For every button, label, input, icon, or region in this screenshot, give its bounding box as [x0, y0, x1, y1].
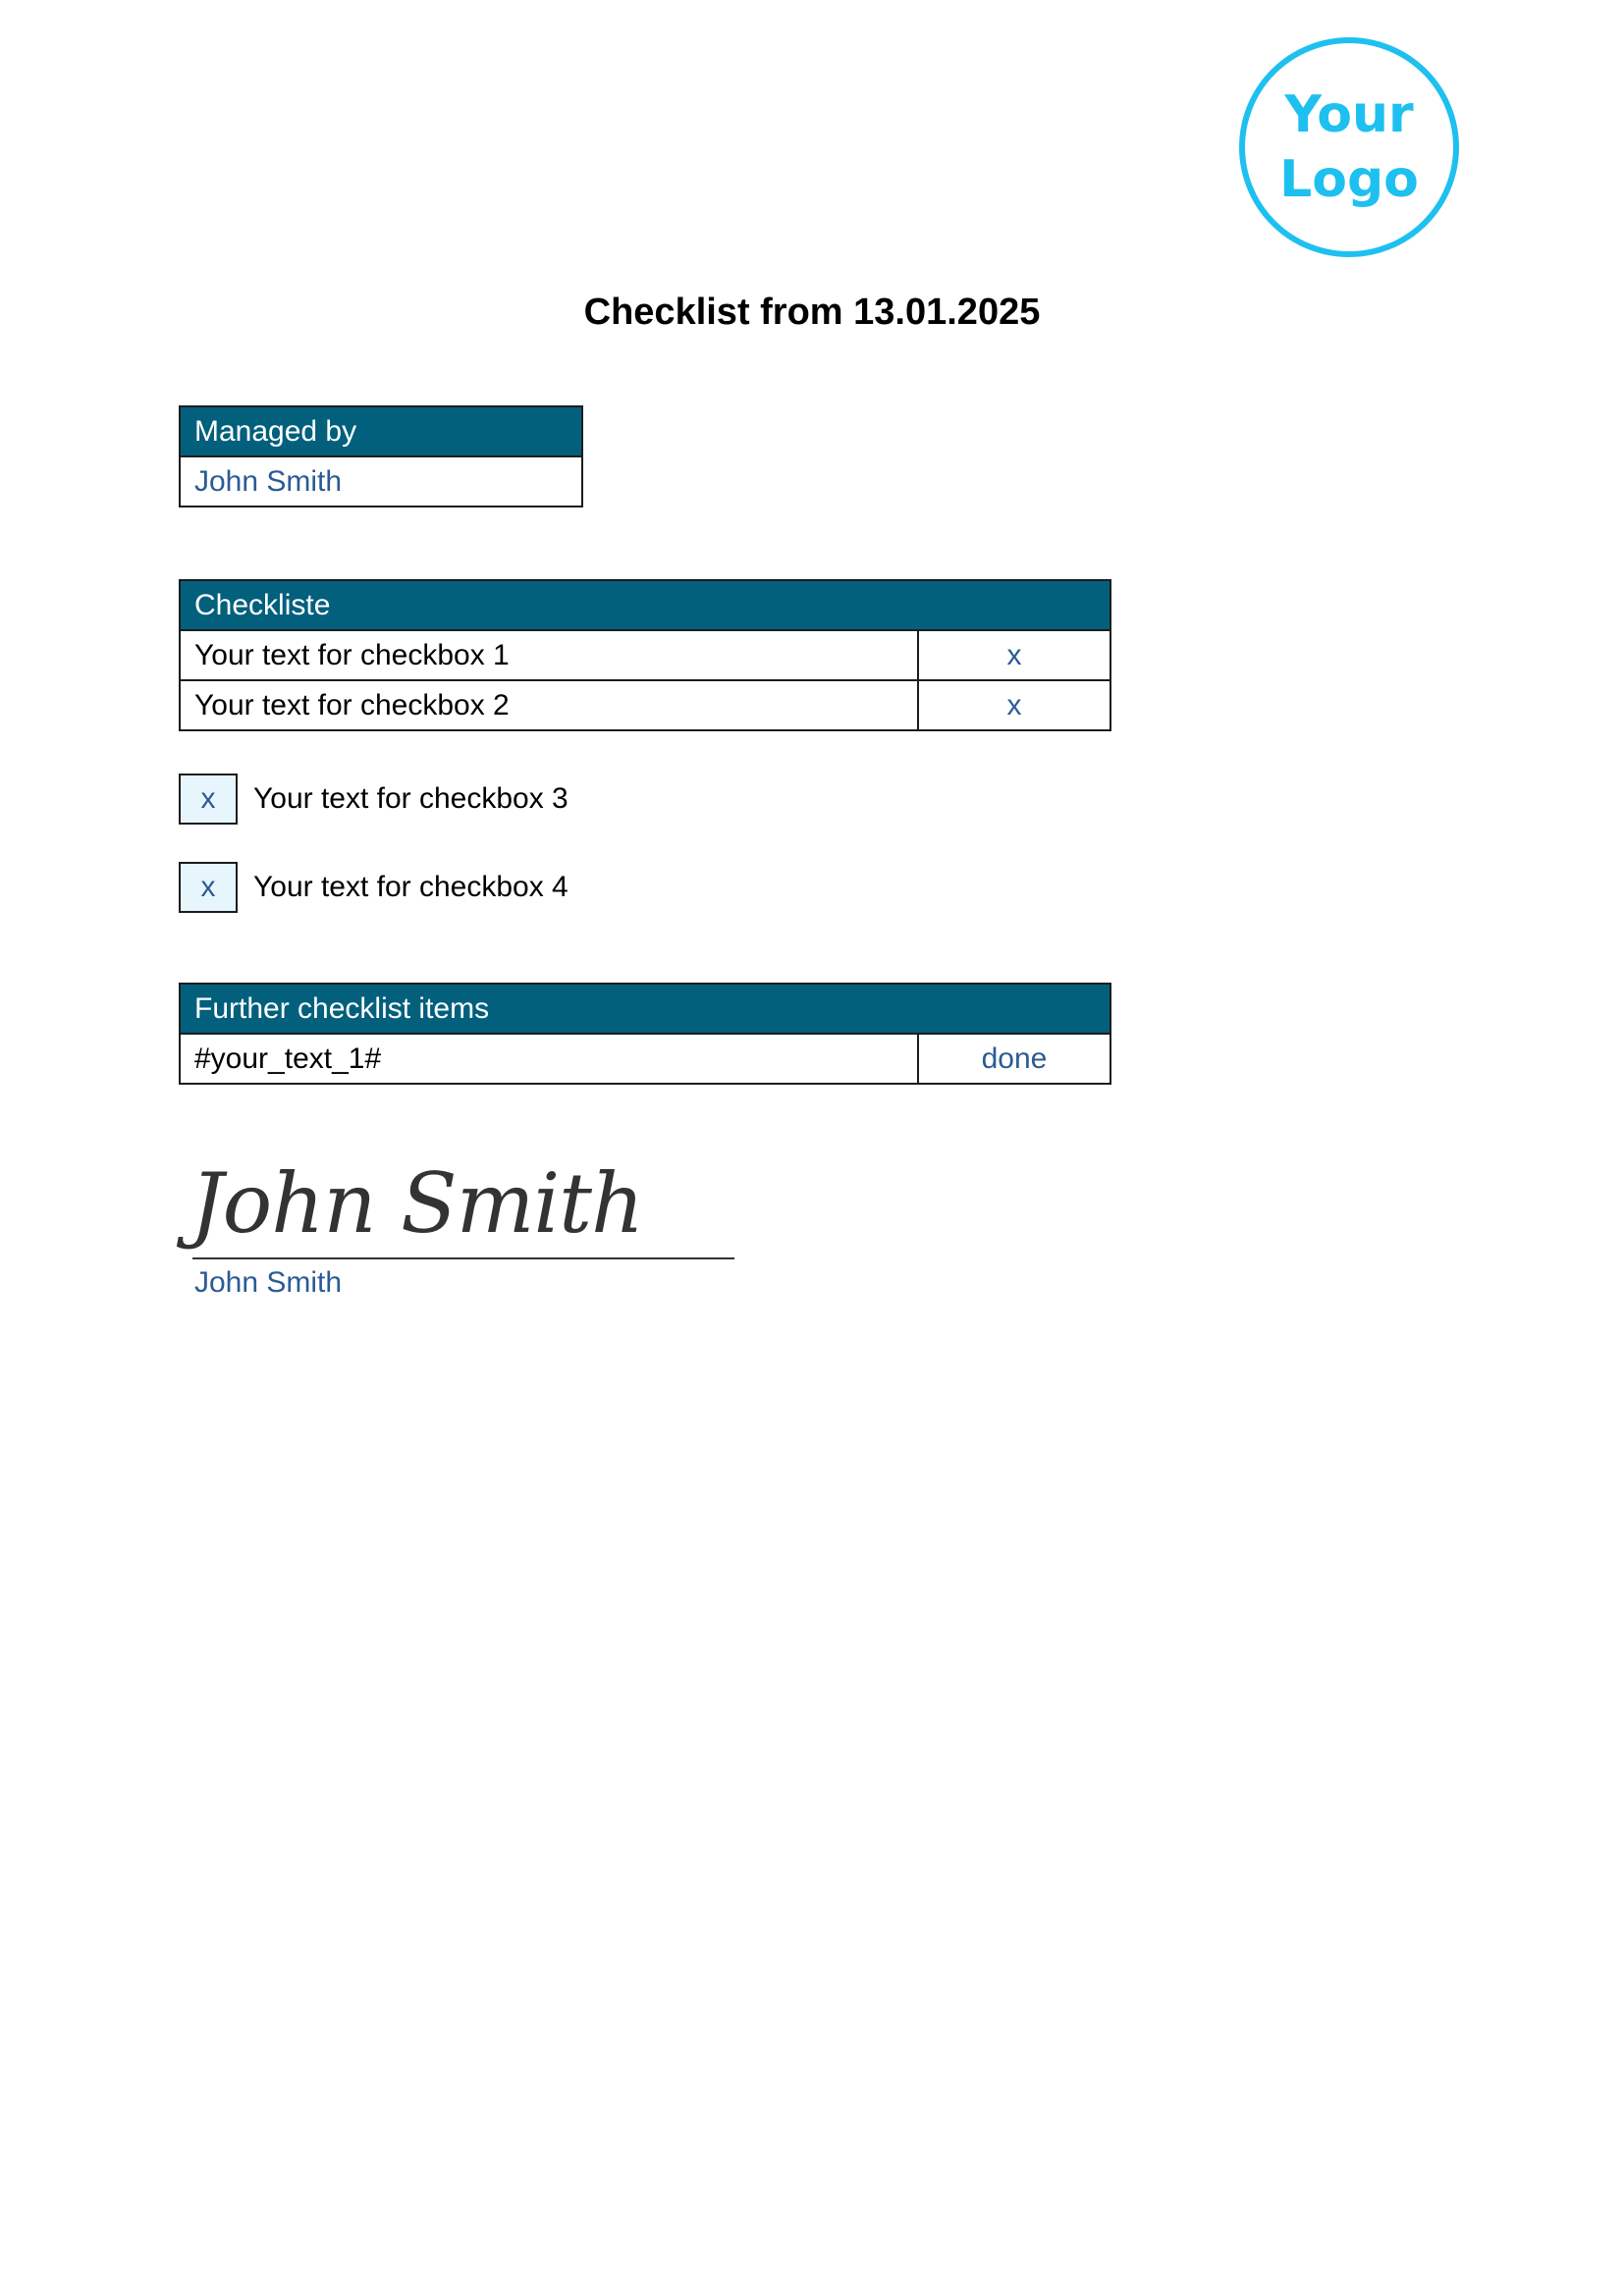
table-row [180, 1034, 1110, 1084]
managed-by-value: John Smith [180, 456, 582, 507]
checklist-item-mark[interactable]: x [918, 680, 1110, 730]
further-checklist-header: Further checklist items [180, 984, 1110, 1034]
checkbox[interactable]: x [179, 862, 238, 913]
managed-by-header: Managed by [180, 406, 582, 456]
checklist-item-mark[interactable]: x [918, 630, 1110, 680]
checklist-item-text: Your text for checkbox 1 [180, 630, 918, 680]
signature-image: John Smith [190, 1155, 644, 1252]
checklist-table [179, 579, 1111, 731]
logo-line-2: Logo [1279, 150, 1419, 209]
checkbox-label: Your text for checkbox 4 [253, 871, 568, 903]
checklist-header: Checkliste [180, 580, 1110, 630]
checkbox-row [179, 774, 568, 825]
checkbox-row [179, 862, 568, 913]
managed-by-table [179, 405, 583, 507]
table-row [180, 630, 1110, 680]
checklist-item-text: Your text for checkbox 2 [180, 680, 918, 730]
logo-line-1: Your [1284, 85, 1414, 144]
table-row [180, 680, 1110, 730]
company-logo [1239, 37, 1459, 257]
further-item-status[interactable]: done [918, 1034, 1110, 1084]
page-title: Checklist from 13.01.2025 [583, 292, 1041, 333]
signature-line [192, 1257, 734, 1259]
further-checklist-table [179, 983, 1111, 1085]
signature-name: John Smith [194, 1266, 343, 1299]
further-item-text: #your_text_1# [180, 1034, 918, 1084]
checkbox[interactable]: x [179, 774, 238, 825]
checkbox-label: Your text for checkbox 3 [253, 782, 568, 815]
